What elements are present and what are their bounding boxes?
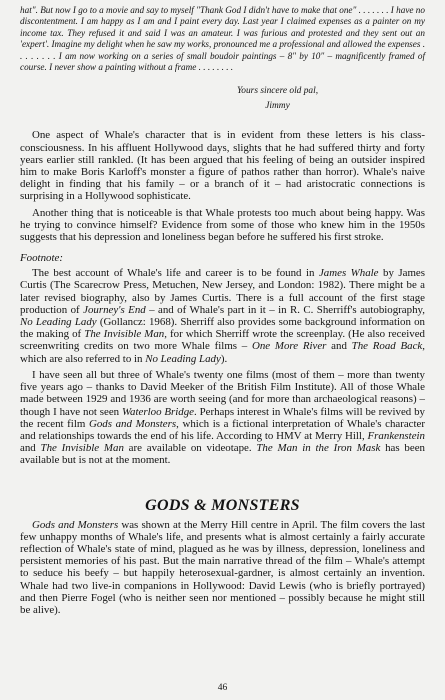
text-run: ). bbox=[220, 352, 228, 365]
film-title: The Invisible Man bbox=[84, 328, 165, 341]
section-heading: GODS & MONSTERS bbox=[145, 496, 300, 514]
text-run: The best account of Whale's life and career is to be found in bbox=[32, 267, 319, 280]
text-run: and bbox=[20, 442, 41, 455]
film-title: The Road Back bbox=[351, 340, 423, 353]
book-title: James Whale bbox=[318, 267, 379, 280]
letter-signature: Jimmy bbox=[265, 101, 290, 112]
book-title: No Leading Lady bbox=[145, 352, 221, 365]
film-title: Gods and Monsters bbox=[32, 518, 119, 531]
text-run: I have seen all but three of Whale's twenty one films (most of them – more than twenty five years ago – thanks to David Meeker of the British Film Institute). All of those Whale made between 1929 and 1936 are worth seeing (and for more than archaeological reasons) – though I have not seen bbox=[20, 368, 425, 418]
text-run: . Perhaps interest in Whale's films will be revived by the recent film bbox=[20, 405, 425, 430]
text-run: (Gollancz: 1968). Sherriff also provides some background information on the making of bbox=[20, 316, 425, 341]
film-title: The Invisible Man bbox=[40, 442, 124, 455]
letter-excerpt: hat". But now I go to a movie and say to myself "Thank God I didn't have to make that one" . . . . . . . I have no discontentment. I am happy as I am and I paint every day. Last year I claimed expenses as a painter on my income tax. They refused it and said I was an amateur. I was furious and protested and they sent out an 'expert'. Imagine my delight when he saw my works, pronounced me a professional and allowed the expenses . . . . . . . . I am now working on a series of small boudoir paintings – 8" by 10" – magnificently framed of course. I never show a painting without a frame . . . . . . . . bbox=[20, 5, 425, 73]
section-paragraph bbox=[20, 519, 425, 617]
text-run: , for which Sherriff wrote the screenplay. (He also received screenwriting credits on two more Whale films – bbox=[20, 328, 425, 353]
footnote-paragraph bbox=[20, 369, 425, 467]
page-number: 46 bbox=[217, 683, 228, 693]
body-paragraph: One aspect of Whale's character that is in evident from these letters is his class-consciousness. In his affluent Hollywood days, slights that he had suffered thirty and forty years earlier still rankled. (It has been argued that his feeling of being an outsider inspired him to make Boris Karloff's monster a figure of pathos rather than horror). Whale's naive delight in finding that his family – or a branch of it – had aristocratic connections is surprising in a Hollywood sophisticate. bbox=[20, 129, 425, 203]
text-run: are available on videotape. bbox=[123, 442, 257, 455]
footnote-paragraph bbox=[20, 267, 425, 365]
body-paragraph: Another thing that is noticeable is that Whale protests too much about being happy. Was he trying to convince himself? Evidence from some of those who knew him in the 1950s suggests that his depression and loneliness began before he suffered his first stroke. bbox=[20, 206, 425, 244]
footnote-label: Footnote: bbox=[20, 252, 63, 265]
play-title: Journey's End bbox=[83, 303, 146, 316]
film-title: One More River bbox=[252, 340, 327, 353]
text-run: and bbox=[326, 340, 352, 353]
film-title: Frankenstein bbox=[367, 429, 425, 442]
text-run: , which is a fictional interpretation of Whale's character and relationships towards the end of his life. According to HMV at Merry Hill, bbox=[20, 417, 425, 442]
letter-signoff bbox=[20, 84, 425, 114]
film-title: The Man in the Iron Mask bbox=[256, 442, 381, 455]
text-run: , which are also referred to in bbox=[20, 340, 425, 365]
text-run: by James Curtis (The Scarecrow Press, Metuchen, New Jersey, and London: 1982). There might be a later revised biography, also by James Curtis. There is a full account of the first stage production of bbox=[20, 267, 426, 316]
film-title: Gods and Monsters bbox=[88, 417, 177, 430]
text-run: was shown at the Merry Hill centre in April. The film covers the last few unhappy months of Whale's life, and presents what is almost certainly a fairly accurate reflection of Whale's state of mind, plagued as he was by illness, depression, loneliness and persistent memories of his past. But the main narrative thread of the film – Whale's attempt to seduce his beefy – but happily heterosexual-gardner, is almost certainly an invention. Whale had two live-in companions in Hollywood: David Lewis (who is briefly portrayed) and then Pierre Fogel (who is neither seen nor mentioned – possibly because he might still be alive). bbox=[20, 518, 426, 616]
text-run: has been available but is not at the moment. bbox=[20, 442, 425, 467]
book-title: No Leading Lady bbox=[20, 316, 97, 329]
text-run: – and of Whale's part in it – in R. C. Sherriff's autobiography, bbox=[145, 303, 425, 316]
letter-closing: Yours sincere old pal, bbox=[236, 86, 319, 97]
film-title: Waterloo Bridge bbox=[121, 405, 195, 418]
